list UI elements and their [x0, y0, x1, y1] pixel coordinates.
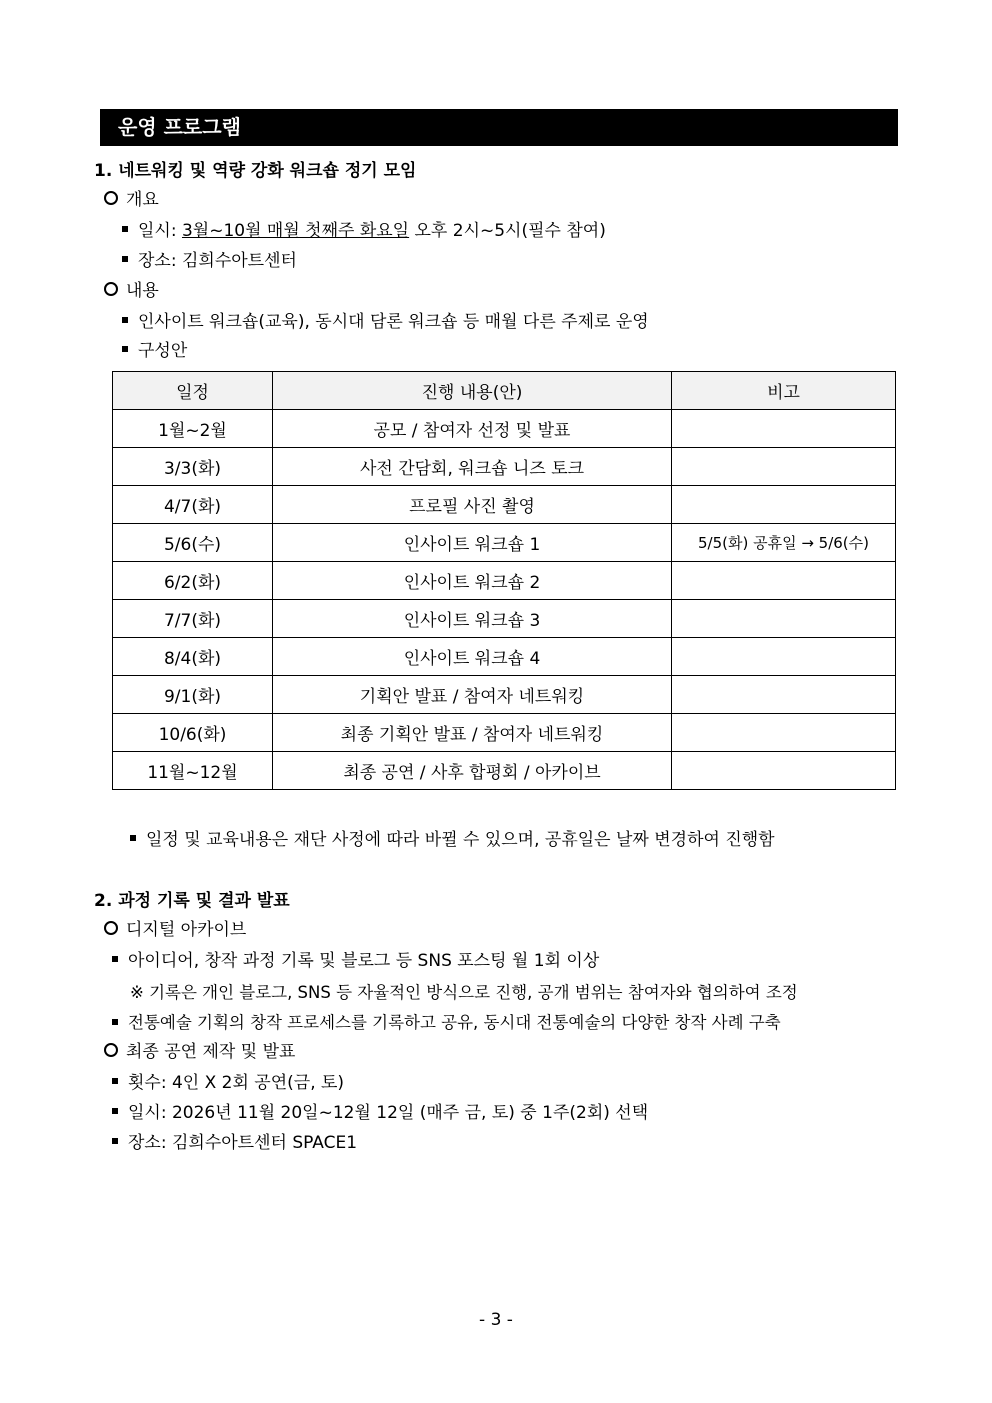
- table-row: [113, 524, 896, 562]
- cell-date: 8/4(화): [113, 638, 273, 676]
- circle-bullet-icon: [104, 1043, 118, 1057]
- cell-content: 인사이트 워크숍 1: [273, 524, 672, 562]
- cell-date: 7/7(화): [113, 600, 273, 638]
- square-bullet-icon: [112, 956, 118, 962]
- archive-item2: 전통예술 기획의 창작 프로세스를 기록하고 공유, 동시대 전통예술의 다양한 창작 사례 구축: [112, 1011, 781, 1035]
- archive-label: 디지털 아카이브: [104, 918, 246, 942]
- square-bullet-icon: [112, 1138, 118, 1144]
- table-row: [113, 448, 896, 486]
- cell-content: 공모 / 참여자 선정 및 발표: [273, 410, 672, 448]
- cell-date: 6/2(화): [113, 562, 273, 600]
- cell-content: 사전 간담회, 워크숍 니즈 토크: [273, 448, 672, 486]
- cell-date: 3/3(화): [113, 448, 273, 486]
- cell-note: [672, 562, 896, 600]
- section-title: 운영 프로그램: [100, 109, 898, 146]
- cell-content: 프로필 사진 촬영: [273, 486, 672, 524]
- table-header-row: [113, 372, 896, 410]
- cell-note: [672, 638, 896, 676]
- header-schedule: 일정: [113, 372, 273, 410]
- content-label: 내용: [104, 279, 159, 303]
- perf-count: 횟수: 4인 X 2회 공연(금, 토): [112, 1071, 344, 1095]
- schedule-table: [112, 371, 896, 790]
- cell-content: 인사이트 워크숍 4: [273, 638, 672, 676]
- table-row: [113, 676, 896, 714]
- overview-label: 개요: [104, 188, 159, 212]
- cell-content: 인사이트 워크숍 3: [273, 600, 672, 638]
- table-row: [113, 486, 896, 524]
- cell-note: [672, 410, 896, 448]
- table-row: [113, 562, 896, 600]
- square-bullet-icon: [130, 835, 136, 841]
- square-bullet-icon: [122, 226, 128, 232]
- archive-item1: 아이디어, 창작 과정 기록 및 블로그 등 SNS 포스팅 월 1회 이상: [112, 949, 599, 973]
- table-row: [113, 410, 896, 448]
- date-underlined: 3월~10월 매월 첫째주 화요일: [181, 221, 410, 241]
- cell-date: 10/6(화): [113, 714, 273, 752]
- cell-date: 1월~2월: [113, 410, 273, 448]
- square-bullet-icon: [122, 256, 128, 262]
- perf-place: 장소: 김희수아트센터 SPACE1: [112, 1131, 357, 1155]
- circle-bullet-icon: [104, 191, 118, 205]
- cell-note: [672, 486, 896, 524]
- archive-remark: ※ 기록은 개인 블로그, SNS 등 자율적인 방식으로 진행, 공개 범위는 참여자와 협의하여 조정: [130, 983, 798, 1002]
- circle-bullet-icon: [104, 282, 118, 296]
- perf-label: 최종 공연 제작 및 발표: [104, 1040, 295, 1064]
- date-item: 일시: 3월~10월 매월 첫째주 화요일 오후 2시~5시(필수 참여): [122, 219, 606, 243]
- square-bullet-icon: [112, 1019, 118, 1025]
- table-row: [113, 752, 896, 790]
- table-row: [113, 714, 896, 752]
- table-row: [113, 600, 896, 638]
- square-bullet-icon: [122, 317, 128, 323]
- content-item: 인사이트 워크숍(교육), 동시대 담론 워크숍 등 매월 다른 주제로 운영: [122, 310, 649, 334]
- cell-content: 기획안 발표 / 참여자 네트워킹: [273, 676, 672, 714]
- square-bullet-icon: [112, 1108, 118, 1114]
- page-number: - 3 -: [479, 1310, 513, 1330]
- cell-note: [672, 676, 896, 714]
- cell-note: [672, 600, 896, 638]
- square-bullet-icon: [122, 346, 128, 352]
- cell-date: 4/7(화): [113, 486, 273, 524]
- table-row: [113, 638, 896, 676]
- perf-date: 일시: 2026년 11월 20일~12월 12일 (매주 금, 토) 중 1주(2회) 선택: [112, 1101, 648, 1125]
- cell-note: [672, 714, 896, 752]
- section1-heading: 1. 네트워킹 및 역량 강화 워크숍 정기 모임: [94, 161, 417, 181]
- cell-content: 최종 기획안 발표 / 참여자 네트워킹: [273, 714, 672, 752]
- place-item: 장소: 김희수아트센터: [122, 249, 297, 273]
- header-content: 진행 내용(안): [273, 372, 672, 410]
- plan-label: 구성안: [122, 339, 187, 363]
- cell-note: [672, 448, 896, 486]
- cell-content: 최종 공연 / 사후 합평회 / 아카이브: [273, 752, 672, 790]
- cell-note: [672, 752, 896, 790]
- cell-content: 인사이트 워크숍 2: [273, 562, 672, 600]
- section2-heading: 2. 과정 기록 및 결과 발표: [94, 891, 290, 911]
- header-remarks: 비고: [672, 372, 896, 410]
- cell-date: 5/6(수): [113, 524, 273, 562]
- cell-note: 5/5(화) 공휴일 → 5/6(수): [672, 524, 896, 562]
- cell-date: 9/1(화): [113, 676, 273, 714]
- cell-date: 11월~12월: [113, 752, 273, 790]
- table-note: 일정 및 교육내용은 재단 사정에 따라 바뀔 수 있으며, 공휴일은 날짜 변경하여 진행함: [130, 828, 775, 852]
- circle-bullet-icon: [104, 921, 118, 935]
- square-bullet-icon: [112, 1078, 118, 1084]
